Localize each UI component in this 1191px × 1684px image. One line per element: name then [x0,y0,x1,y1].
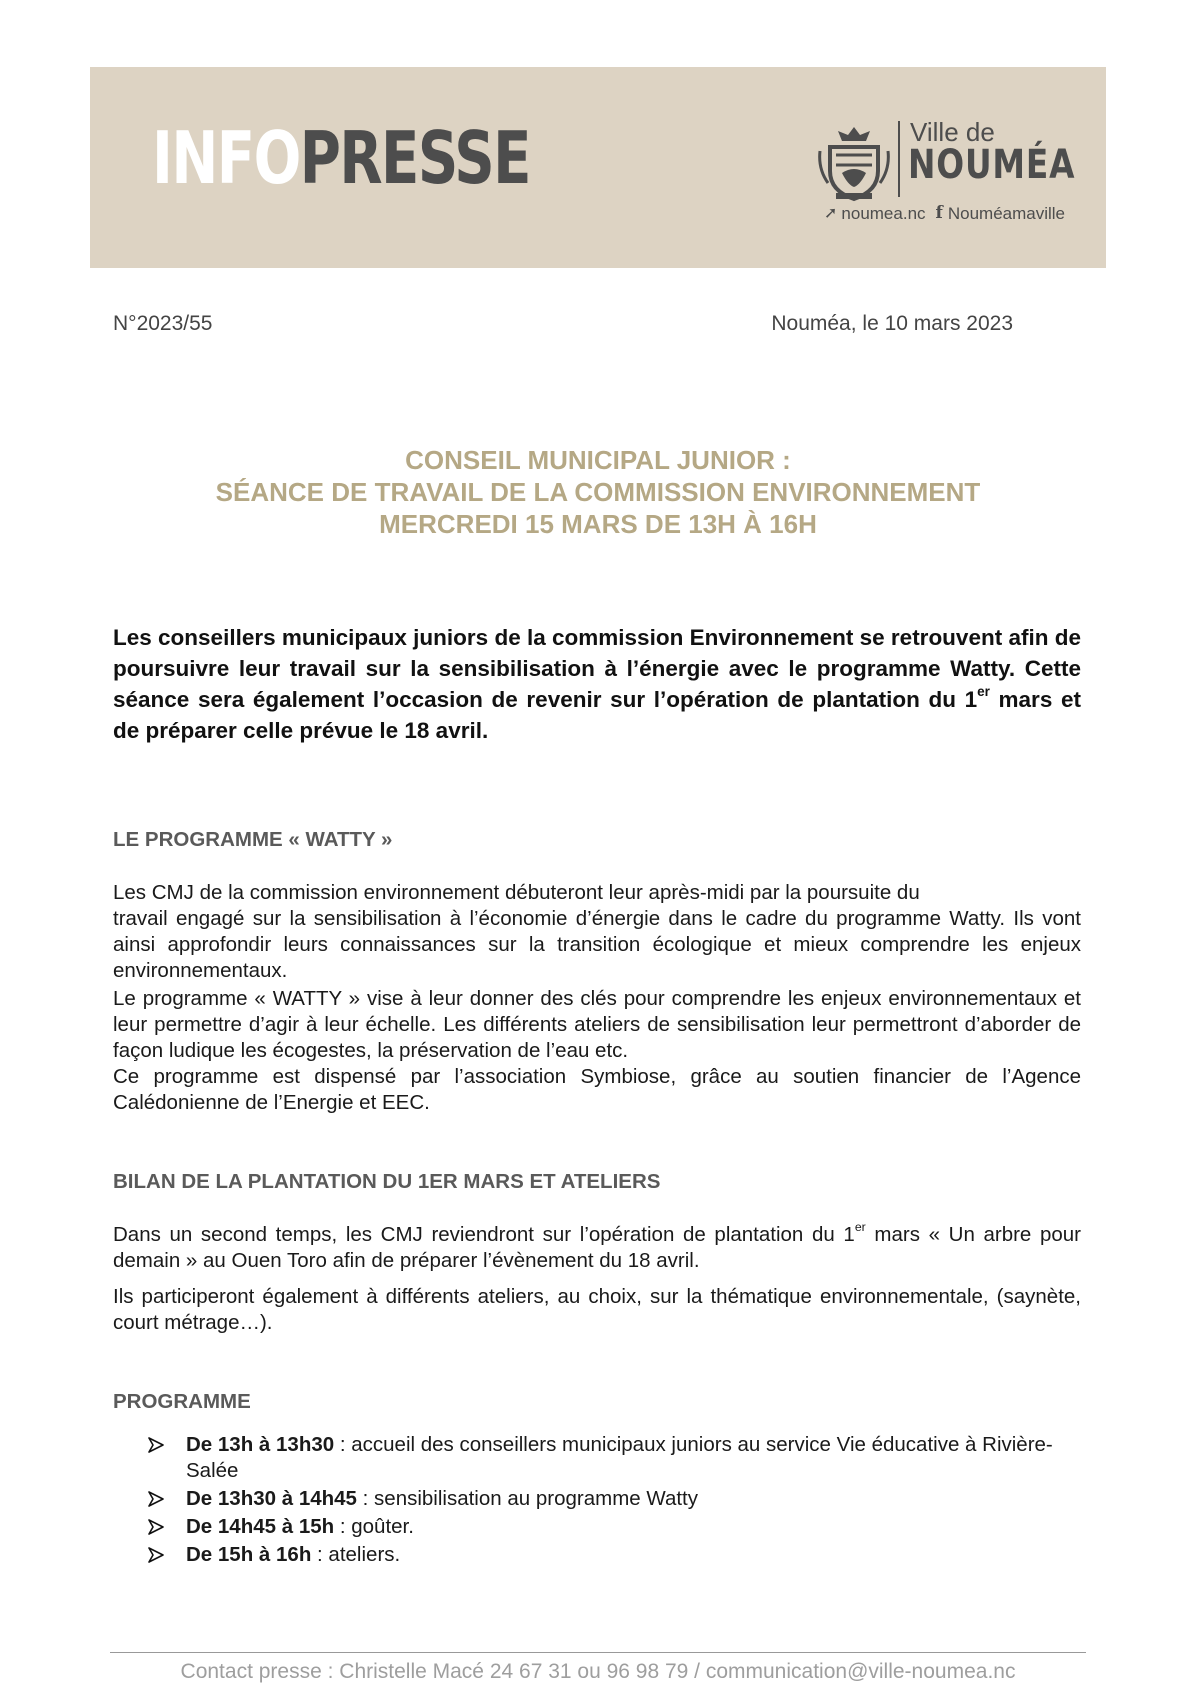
lead-text-2: mars et de préparer celle prévue le 18 avril. [113,687,1081,743]
footer-contact: Contact presse : Christelle Macé 24 67 31 ou 96 98 79 / communication@ville-noumea.nc [180,1660,1016,1683]
title-line-2: SÉANCE DE TRAVAIL DE LA COMMISSION ENVIRONNEMENT [215,477,981,507]
arrow-cursor-icon: ➚ [824,204,838,222]
programme-time: De 14h45 à 15h [186,1515,335,1538]
programme-time: De 13h à 13h30 [186,1433,335,1456]
website-text: noumea.nc [841,204,926,223]
ville-de-noumea-logo [816,117,1076,223]
programme-text: : goûter. [334,1515,414,1538]
page-title [90,444,1106,540]
heading-watty: LE PROGRAMME « WATTY » [113,828,393,851]
brand-presse: PRESSE [299,116,530,200]
bilan-superscript: er [854,1220,866,1235]
watty-p2-b: Ce programme est dispensé par l’association Symbiose, grâce au soutien financier de l’Agence Calédonienne de l’Energie et EEC. [113,1065,1081,1114]
press-release-date: Nouméa, le 10 mars 2023 [771,312,1013,335]
arrow-bullet-icon [148,1519,164,1535]
watty-p2-a: Le programme « WATTY » vise à leur donner des clés pour comprendre les enjeux environnementaux et leur permettre d’agir à leur échelle. Les différents ateliers de sensibilisation leur permettront d’aborder de façon ludique les écogestes, la préservation de l’eau etc. [113,987,1081,1062]
brand-info: INFO [152,116,300,200]
programme-text: : sensibilisation au programme Watty [356,1487,698,1510]
watty-p1-line-1: Les CMJ de la commission environnement débuteront leur après-midi par la poursuite du [113,881,920,904]
watty-paragraph-2 [113,986,1081,1116]
bilan-paragraph-2: Ils participeront également à différents ateliers, au choix, sur la thématique environnementale, (saynète, court métrage…). [113,1285,1081,1334]
logo-noumea: NOUMÉA [908,142,1076,188]
watty-paragraph-1 [113,880,1081,984]
bilan-p1-text-2: mars « Un arbre pour demain » au Ouen Toro afin de préparer l’évènement du 18 avril. [113,1223,1082,1272]
facebook-text: Nouméamaville [947,204,1066,223]
arrow-bullet-icon [148,1491,164,1507]
lead-paragraph [113,622,1081,746]
brand-wordmark [152,116,530,200]
title-line-1: CONSEIL MUNICIPAL JUNIOR : [405,445,791,475]
programme-text: : ateliers. [311,1543,401,1566]
lead-text-1: Les conseillers municipaux juniors de la commission Environnement se retrouvent afin de poursuivre leur travail sur la sensibilisation à l’énergie avec le programme Watty. Cette séance sera également l’occasion de revenir sur l’opération de plantation du 1 [113,625,1081,712]
title-line-3: MERCREDI 15 MARS DE 13H À 16H [379,509,817,539]
programme-time: De 13h30 à 14h45 [186,1487,357,1510]
heading-bilan: BILAN DE LA PLANTATION DU 1ER MARS ET ATELIERS [113,1170,661,1193]
heading-programme: PROGRAMME [113,1390,251,1413]
bilan-paragraph-1 [113,1222,1081,1274]
logo-ville-de: Ville de [910,117,995,147]
programme-time: De 15h à 16h [186,1543,312,1566]
header-banner [90,67,1106,268]
logo-divider [898,121,900,197]
watty-p1-rest: travail engagé sur la sensibilisation à l’économie d’énergie dans le cadre du programme Watty. Ils vont ainsi approfondir leurs connaissances sur la transition écologique et mieux comprendre les enjeux environnementaux. [113,907,1081,982]
footer-divider [110,1652,1086,1653]
lead-superscript: er [977,684,990,700]
programme-list [148,1432,1088,1570]
arrow-bullet-icon [148,1547,164,1563]
logo-socials [824,205,1065,222]
list-item [148,1542,1088,1568]
facebook-icon: f [935,203,943,223]
list-item [148,1514,1088,1540]
list-item [148,1486,1088,1512]
bilan-p1-text-1: Dans un second temps, les CMJ reviendront sur l’opération de plantation du 1 [113,1223,855,1246]
programme-text: : accueil des conseillers municipaux juniors au service Vie éducative à Rivière-Salée [186,1433,1053,1482]
press-release-number: N°2023/55 [113,312,213,335]
noumea-crest-icon [816,125,892,203]
arrow-bullet-icon [148,1437,164,1453]
list-item [148,1432,1088,1484]
